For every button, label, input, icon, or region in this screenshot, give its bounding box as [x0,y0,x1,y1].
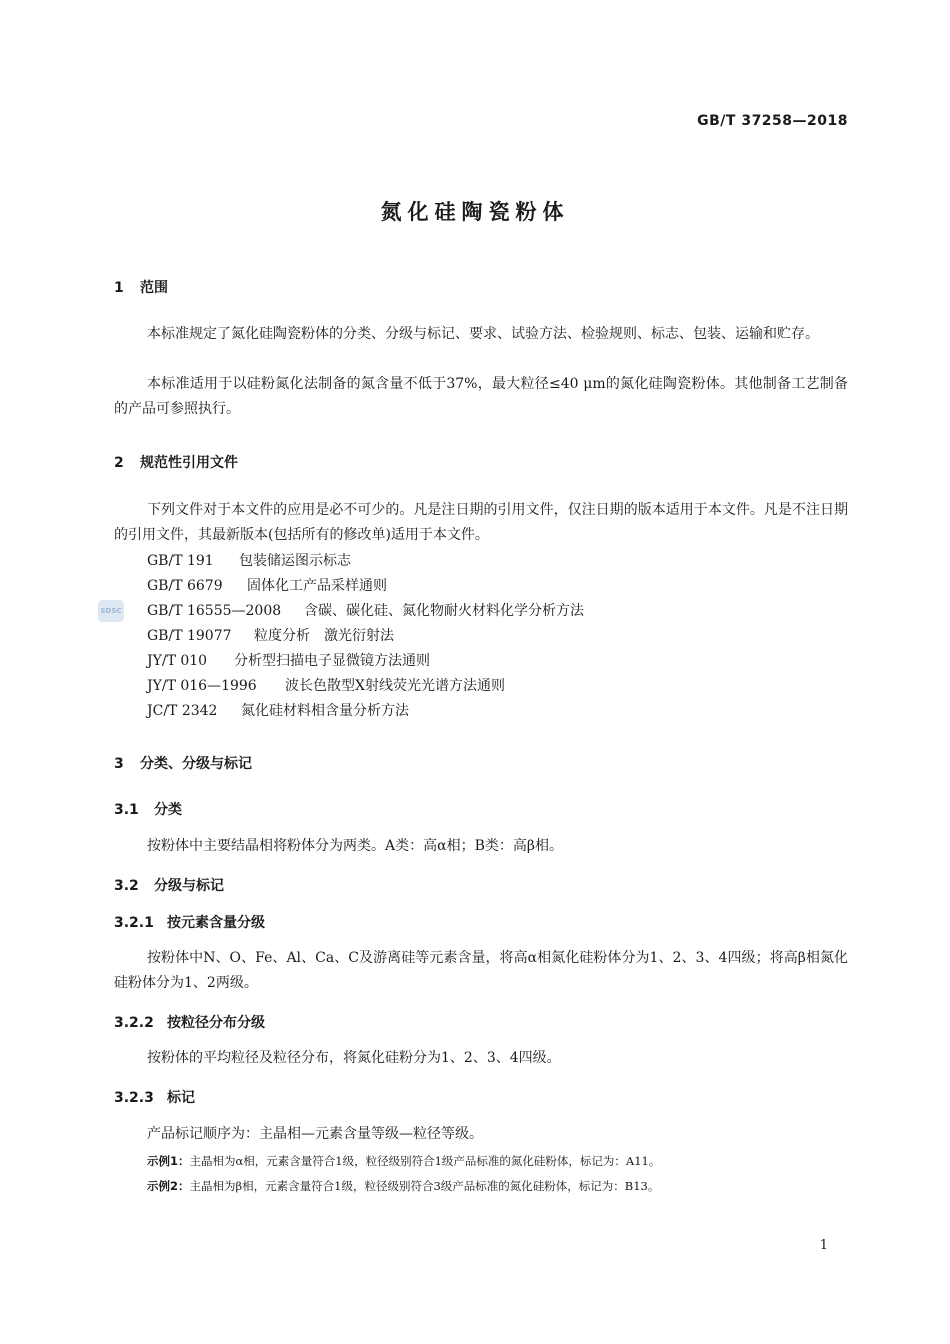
section-number: 3.2.3 [114,1090,154,1106]
reference-item [147,651,430,671]
example-label: 示例1： [147,1154,190,1168]
example-1 [147,1153,660,1169]
reference-code: JY/T 010 [147,653,208,669]
paragraph: 本标准规定了氮化硅陶瓷粉体的分类、分级与标记、要求、试验方法、检验规则、标志、包装、运输和贮存。 [147,326,819,342]
section-2-heading [114,452,238,472]
reference-title: 分析型扫描电子显微镜方法通则 [234,653,430,669]
section-title: 规范性引用文件 [140,455,238,471]
section-3-2-1-heading [114,912,265,932]
paragraph: 产品标记顺序为：主晶相—元素含量等级—粒径等级。 [147,1126,483,1142]
section-title: 分类、分级与标记 [140,756,252,772]
reference-title: 固体化工产品采样通则 [247,578,387,594]
watermark-logo: SDSC [98,600,124,622]
reference-title: 氮化硅材料相含量分析方法 [241,703,409,719]
section-3-heading [114,753,252,773]
section-title: 范围 [140,280,168,296]
section-number: 1 [114,280,124,296]
example-label: 示例2： [147,1179,190,1193]
section-number: 3.2 [114,878,139,894]
reference-title: 粒度分析 激光衍射法 [254,628,394,644]
section-number: 3.2.1 [114,915,154,931]
page-number: 1 [819,1238,828,1253]
reference-title: 波长色散型X射线荧光光谱方法通则 [285,678,505,694]
example-2 [147,1178,659,1194]
reference-code: JC/T 2342 [147,703,218,719]
section-number: 3 [114,756,124,772]
document-title: 氮化硅陶瓷粉体 [380,200,570,224]
reference-code: GB/T 19077 [147,628,232,644]
reference-code: JY/T 016—1996 [147,678,257,694]
reference-item [147,601,584,621]
reference-title: 含碳、碳化硅、氮化物耐火材料化学分析方法 [304,603,584,619]
section-title: 分类 [154,802,182,818]
section-3-2-heading [114,875,224,895]
reference-item [147,576,387,596]
section-number: 3.2.2 [114,1015,154,1031]
paragraph: 按粉体的平均粒径及粒径分布，将氮化硅粉分为1、2、3、4四级。 [147,1050,561,1066]
paragraph: 按粉体中主要结晶相将粉体分为两类。A类：高α相；B类：高β相。 [147,838,563,854]
reference-code: GB/T 6679 [147,578,223,594]
section-number: 2 [114,455,124,471]
standard-code: GB/T 37258—2018 [697,113,848,129]
example-text: 主晶相为α相，元素含量符合1级，粒径级别符合1级产品标准的氮化硅粉体，标记为：A11。 [189,1154,661,1168]
reference-code: GB/T 191 [147,553,214,569]
section-title: 按粒径分布分级 [167,1015,265,1031]
paragraph: 下列文件对于本文件的应用是必不可少的。凡是注日期的引用文件，仅注日期的版本适用于本文件。凡是不注日期的引用文件，其最新版本(包括所有的修改单)适用于本文件。 [114,502,848,543]
reference-item [147,551,351,571]
section-3-2-3-heading [114,1087,195,1107]
section-1-heading [114,277,168,297]
reference-item [147,701,409,721]
section-title: 分级与标记 [154,878,224,894]
reference-item [147,676,505,696]
section-3-2-2-heading [114,1012,265,1032]
paragraph: 按粉体中N、O、Fe、Al、Ca、C及游离硅等元素含量，将高α相氮化硅粉体分为1、2、3、4四级；将高β相氮化硅粉体分为1、2两级。 [114,950,848,991]
section-number: 3.1 [114,802,139,818]
section-title: 标记 [167,1090,195,1106]
reference-item [147,626,394,646]
section-3-1-heading [114,799,182,819]
example-text: 主晶相为β相，元素含量符合1级，粒径级别符合3级产品标准的氮化硅粉体，标记为：B13。 [189,1179,660,1193]
section-title: 按元素含量分级 [167,915,265,931]
paragraph: 本标准适用于以硅粉氮化法制备的氮含量不低于37%，最大粒径≤40 μm的氮化硅陶瓷粉体。其他制备工艺制备的产品可参照执行。 [114,376,848,417]
reference-code: GB/T 16555—2008 [147,603,282,619]
reference-title: 包装储运图示标志 [239,553,351,569]
